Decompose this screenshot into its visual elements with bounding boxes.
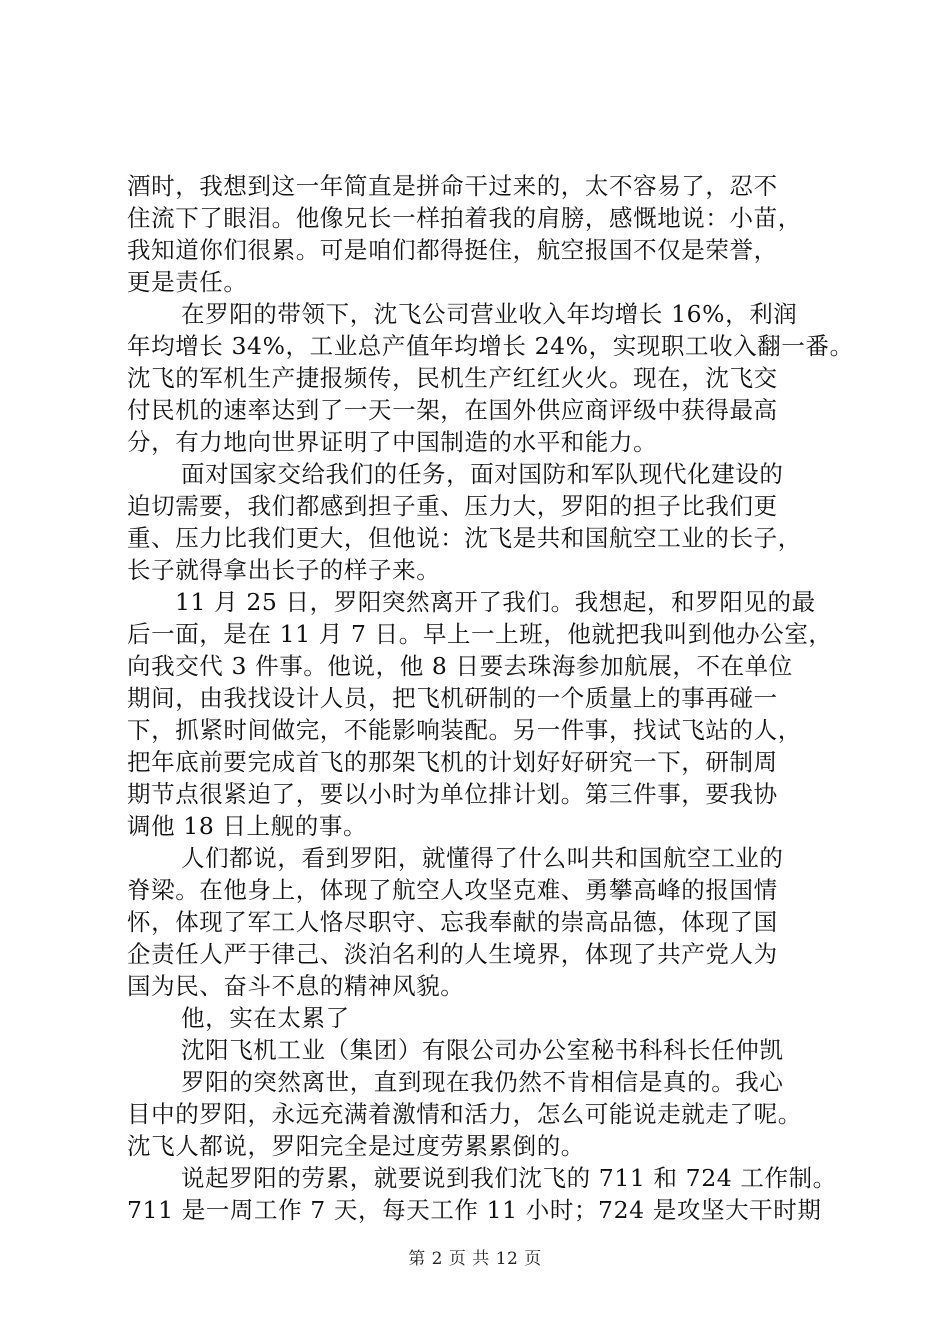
text-line: 我知道你们很累。可是咱们都得挺住，航空报国不仅是荣誉， <box>127 236 778 264</box>
text-line: 罗阳的突然离世，直到现在我仍然不肯相信是真的。我心 <box>181 1068 784 1096</box>
text-line: 调他 18 日上舰的事。 <box>127 812 368 840</box>
page-footer: 第 2 页 共 12 页 <box>408 1249 542 1269</box>
text-line: 住流下了眼泪。他像兄长一样拍着我的肩膀，感慨地说：小苗， <box>127 204 802 232</box>
text-line: 后一面，是在 11 月 7 日。早上一上班，他就把我叫到他办公室， <box>127 620 833 648</box>
text-line: 长子就得拿出长子的样子来。 <box>127 556 441 584</box>
text-line: 在罗阳的带领下，沈飞公司营业收入年均增长 16%，利润 <box>181 300 798 328</box>
text-line: 国为民、奋斗不息的精神风貌。 <box>127 972 465 1000</box>
text-line: 分，有力地向世界证明了中国制造的水平和能力。 <box>127 428 658 456</box>
text-line: 期节点很紧迫了，要以小时为单位排计划。第三件事，要我协 <box>127 780 778 808</box>
text-line: 酒时，我想到这一年简直是拼命干过来的，太不容易了，忍不 <box>127 172 778 200</box>
text-line: 目中的罗阳，永远充满着激情和活力，怎么可能说走就走了呢。 <box>127 1100 802 1128</box>
text-line: 企责任人严于律己、淡泊名利的人生境界，体现了共产党人为 <box>127 940 778 968</box>
text-line: 迫切需要，我们都感到担子重、压力大，罗阳的担子比我们更 <box>127 492 778 520</box>
document-body <box>127 170 854 1226</box>
text-line: 说起罗阳的劳累，就要说到我们沈飞的 711 和 724 工作制。 <box>181 1164 837 1192</box>
text-line: 沈阳飞机工业（集团）有限公司办公室秘书科科长任仲凯 <box>181 1036 784 1064</box>
text-line: 沈飞人都说，罗阳完全是过度劳累累倒的。 <box>127 1132 585 1160</box>
text-line: 期间，由我找设计人员，把飞机研制的一个质量上的事再碰一 <box>127 684 778 712</box>
text-line: 把年底前要完成首飞的那架飞机的计划好好研究一下，研制周 <box>127 748 778 776</box>
text-line: 人们都说，看到罗阳，就懂得了什么叫共和国航空工业的 <box>181 844 784 872</box>
text-line: 更是责任。 <box>127 268 248 296</box>
text-line: 下，抓紧时间做完，不能影响装配。另一件事，找试飞站的人， <box>127 716 802 744</box>
text-line: 年均增长 34%，工业总产值年均增长 24%，实现职工收入翻一番。 <box>127 332 854 360</box>
text-line: 向我交代 3 件事。他说，他 8 日要去珠海参加航展，不在单位 <box>127 652 793 680</box>
text-line: 怀，体现了军工人恪尽职守、忘我奉献的崇高品德，体现了国 <box>127 908 778 936</box>
text-line: 重、压力比我们更大，但他说：沈飞是共和国航空工业的长子， <box>127 524 802 552</box>
text-line: 面对国家交给我们的任务，面对国防和军队现代化建设的 <box>181 460 784 488</box>
text-line: 脊梁。在他身上，体现了航空人攻坚克难、勇攀高峰的报国情 <box>127 876 778 904</box>
text-line: 11 月 25 日，罗阳突然离开了我们。我想起，和罗阳见的最 <box>175 588 816 616</box>
text-line: 711 是一周工作 7 天，每天工作 11 小时；724 是攻坚大干时期 <box>127 1196 822 1224</box>
text-line: 付民机的速率达到了一天一架，在国外供应商评级中获得最高 <box>127 396 778 424</box>
text-line: 他，实在太累了 <box>181 1004 350 1032</box>
text-line: 沈飞的军机生产捷报频传，民机生产红红火火。现在，沈飞交 <box>127 364 778 392</box>
